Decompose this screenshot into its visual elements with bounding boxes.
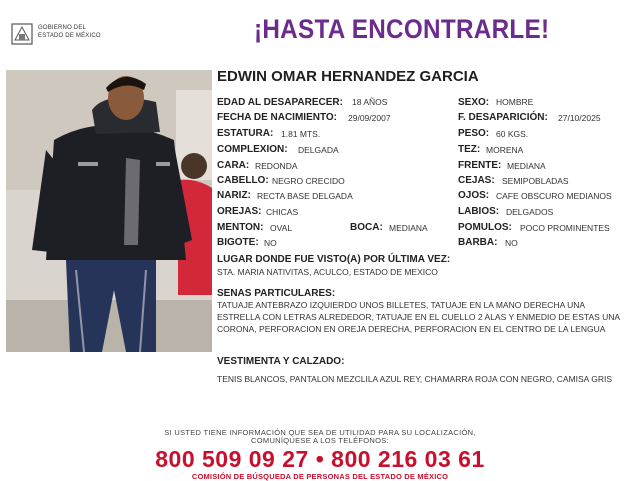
- orejas-label: OREJAS:: [217, 206, 262, 217]
- cabello-label: CABELLO:: [217, 175, 269, 186]
- boca-value: MEDIANA: [389, 223, 428, 233]
- edad-label: EDAD AL DESAPARECER:: [217, 97, 343, 108]
- government-logo: [10, 22, 120, 46]
- lugar-label: LUGAR DONDE FUE VISTO(A) POR ÚLTIMA VEZ:: [217, 254, 451, 265]
- ojos-value: CAFE OBSCURO MEDIANOS: [496, 191, 612, 201]
- contact-line2: COMUNÍQUESE A LOS TELÉFONOS:: [251, 436, 389, 445]
- senas-label: SENAS PARTICULARES:: [217, 288, 336, 299]
- cara-value: REDONDA: [255, 161, 298, 171]
- person-name: EDWIN OMAR HERNANDEZ GARCIA: [217, 68, 479, 85]
- edad-value: 18 AÑOS: [352, 97, 388, 107]
- logo-line2: ESTADO DE MÉXICO: [38, 33, 101, 39]
- nariz-label: NARIZ:: [217, 190, 251, 201]
- fdes-value: 27/10/2025: [558, 113, 601, 123]
- menton-label: MENTON:: [217, 222, 264, 233]
- frente-label: FRENTE:: [458, 160, 502, 171]
- logo-line1: GOBIERNO DEL: [38, 25, 87, 31]
- estatura-value: 1.81 MTS.: [281, 129, 321, 139]
- fnac-label: FECHA DE NACIMIENTO:: [217, 112, 337, 123]
- barba-value: NO: [505, 238, 518, 248]
- phone-numbers: 800 509 09 27 • 800 216 03 61: [155, 446, 485, 472]
- vestimenta-value: TENIS BLANCOS, PANTALON MEZCLILA AZUL REY, CHAMARRA ROJA CON NEGRO, CAMISA GRIS: [217, 374, 613, 384]
- missing-person-photo: [6, 70, 212, 352]
- complexion-value: DELGADA: [298, 145, 339, 155]
- tez-label: TEZ:: [458, 144, 481, 155]
- ojos-label: OJOS:: [458, 190, 490, 201]
- nariz-value: RECTA BASE DELGADA: [257, 191, 353, 201]
- sexo-value: HOMBRE: [496, 97, 534, 107]
- labios-label: LABIOS:: [458, 206, 500, 217]
- labios-value: DELGADOS: [506, 207, 554, 217]
- bigote-label: BIGOTE:: [217, 237, 259, 248]
- state-seal-icon: [10, 22, 34, 46]
- complexion-label: COMPLEXION:: [217, 144, 288, 155]
- commission-footer: COMISIÓN DE BÚSQUEDA DE PERSONAS DEL ESTADO DE MÉXICO: [191, 472, 449, 481]
- vestimenta-label: VESTIMENTA Y CALZADO:: [217, 356, 345, 367]
- fnac-value: 29/09/2007: [348, 113, 391, 123]
- barba-label: BARBA:: [458, 237, 498, 248]
- fdes-label: F. DESAPARICIÓN:: [458, 112, 548, 123]
- boca-label: BOCA:: [350, 222, 383, 233]
- peso-value: 60 KGS.: [496, 129, 529, 139]
- bigote-value: NO: [264, 238, 277, 248]
- frente-value: MEDIANA: [507, 161, 546, 171]
- cejas-label: CEJAS:: [458, 175, 495, 186]
- pomulos-label: POMULOS:: [458, 222, 512, 233]
- headline: ¡HASTA ENCONTRARLE!: [254, 14, 550, 44]
- cabello-value: NEGRO CRECIDO: [272, 176, 345, 186]
- senas-value: TATUAJE ANTEBRAZO IZQUIERDO UNOS BILLETES, TATUAJE EN LA MANO DERECHA UNA ESTRELLA CON LETRAS ALREDEDOR, TATUAJE EN EL CUELLO 2 ALAS Y ENMEDIO DE ESTAS UNA CORONA, PERFORACION EN OREJA DERECHA, PERFORACION EN EL CENTRO DE LA LENGUA: [217, 300, 620, 334]
- contact-line1: SI USTED TIENE INFORMACIÓN QUE SEA DE UTILIDAD PARA SU LOCALIZACIÓN,: [164, 428, 476, 437]
- estatura-label: ESTATURA:: [217, 128, 274, 139]
- cara-label: CARA:: [217, 160, 250, 171]
- orejas-value: CHICAS: [266, 207, 299, 217]
- peso-label: PESO:: [458, 128, 490, 139]
- sexo-label: SEXO:: [458, 97, 490, 108]
- tez-value: MORENA: [486, 145, 524, 155]
- pomulos-value: POCO PROMINENTES: [520, 223, 610, 233]
- cejas-value: SEMIPOBLADAS: [502, 176, 569, 186]
- menton-value: OVAL: [270, 223, 293, 233]
- lugar-value: STA. MARIA NATIVITAS, ACULCO, ESTADO DE MEXICO: [217, 267, 438, 277]
